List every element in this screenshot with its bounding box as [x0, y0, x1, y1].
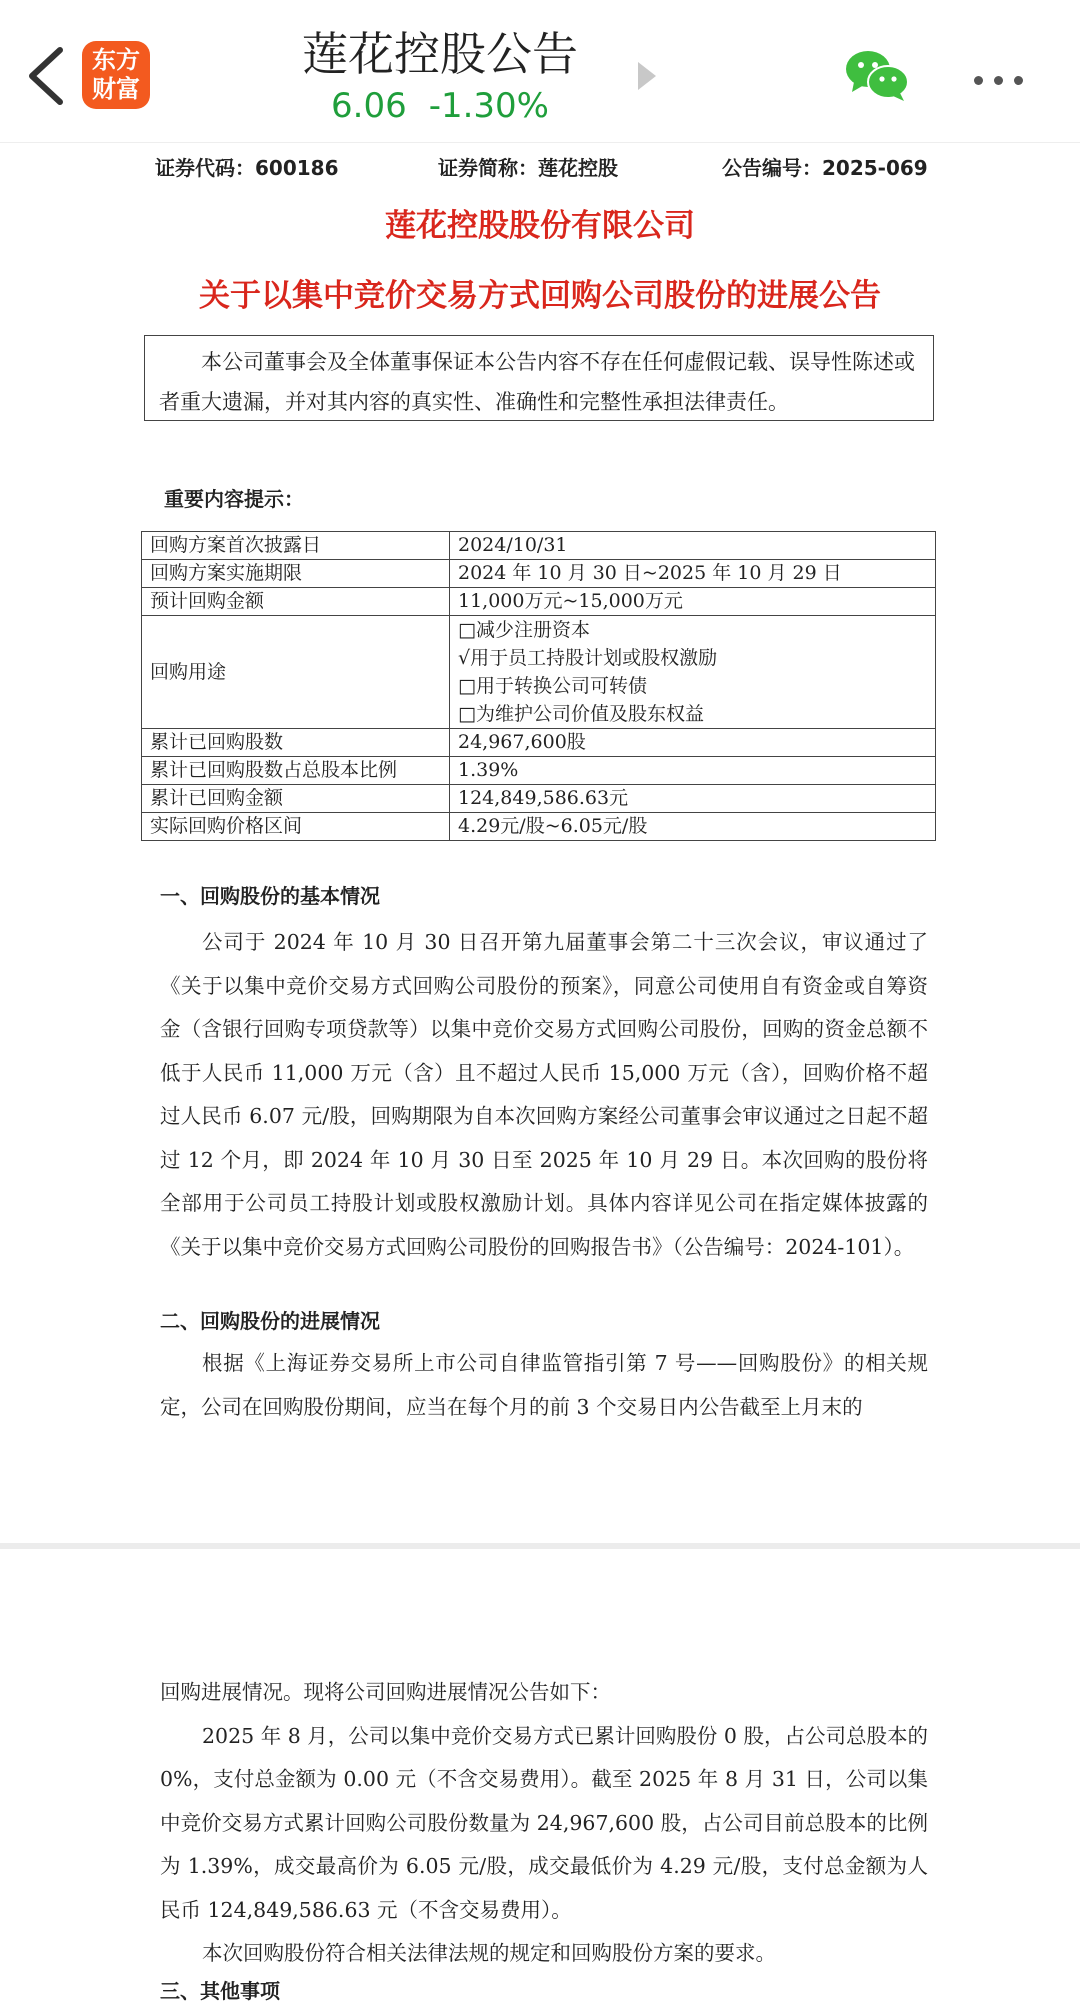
- key-info-table: [141, 531, 936, 841]
- table-cell-value: 2024/10/31: [450, 532, 936, 560]
- purpose-option: □为维护公司价值及股东权益: [458, 703, 704, 725]
- app-logo-line1: 东方: [92, 46, 140, 74]
- section-2-paragraph-continued: 回购进展情况。现将公司回购进展情况公告如下：: [160, 1680, 611, 1704]
- announcement-subject: 关于以集中竞价交易方式回购公司股份的进展公告: [199, 278, 881, 314]
- section-2-paragraph: 根据《上海证券交易所上市公司自律监管指引第 7 号——回购股份》的相关规定，公司在回购股份期间，应当在每个月的前 3 个交易日内公告截至上月末的: [160, 1351, 928, 1419]
- notice-number: 公告编号：2025-069: [722, 156, 928, 180]
- section-2-body-part2: [160, 1671, 928, 1976]
- repurchase-purpose-options: [450, 616, 936, 729]
- table-cell-label: 回购方案首次披露日: [142, 532, 450, 560]
- stock-price: 6.06: [331, 86, 407, 126]
- page-title: 莲花控股公告: [302, 27, 578, 81]
- table-cell-value: 24,967,600股: [450, 729, 936, 757]
- section-3-title: 三、其他事项: [160, 1979, 280, 2003]
- purpose-option: □减少注册资本: [458, 619, 590, 641]
- security-short-name: 证券简称：莲花控股: [438, 156, 618, 180]
- section-2-compliance-paragraph: 本次回购股份符合相关法律法规的规定和回购股份方案的要求。: [202, 1941, 776, 1965]
- board-statement-box: 本公司董事会及全体董事保证本公告内容不存在任何虚假记载、误导性陈述或者重大遗漏，并对其内容的真实性、准确性和完整性承担法律责任。: [144, 335, 934, 421]
- app-logo-line2: 财富: [92, 75, 140, 103]
- table-cell-value: 124,849,586.63元: [450, 785, 936, 813]
- table-row: [142, 785, 936, 813]
- table-cell-label: 累计已回购股数占总股本比例: [142, 757, 450, 785]
- table-cell-value: 2024 年 10 月 30 日~2025 年 10 月 29 日: [450, 560, 936, 588]
- key-content-title: 重要内容提示：: [164, 487, 304, 511]
- section-1-paragraph: 公司于 2024 年 10 月 30 日召开第九届董事会第二十三次会议，审议通过了《关于以集中竞价交易方式回购公司股份的预案》，同意公司使用自有资金或自筹资金（含银行回购专项贷款等）以集中竞价交易方式回购公司股份，回购的资金总额不低于人民币 11,000 万元（含）且不超过人民币 15,000 万元（含），回购价格不超过人民币 6.07 元/股，回购期限为自本次回购方案经公司董事会审议通过之日起不超过 12 个月，即 2024 年 10 月 30 日至 2025 年 10 月 29 日。本次回购的股份将全部用于公司员工持股计划或股权激励计划。具体内容详见公司在指定媒体披露的《关于以集中竞价交易方式回购公司股份的回购报告书》（公告编号：2024-101）。: [160, 930, 928, 1259]
- table-cell-label: 预计回购金额: [142, 588, 450, 616]
- table-row: [142, 560, 936, 588]
- table-row: [142, 813, 936, 841]
- table-cell-value: 1.39%: [450, 757, 936, 785]
- table-cell-label: 实际回购价格区间: [142, 813, 450, 841]
- section-1-body: [160, 921, 928, 1269]
- section-2-progress-paragraph: 2025 年 8 月，公司以集中竞价交易方式已累计回购股份 0 股，占公司总股本的 0%，支付总金额为 0.00 元（不含交易费用）。截至 2025 年 8 月 31 日，公司以集中竞价交易方式累计回购公司股份数量为 24,967,600 股，占公司目前总股本的比例为 1.39%，成交最高价为 6.05 元/股，成交最低价为 4.29 元/股，支付总金额为人民币 124,849,586.63 元（不含交易费用）。: [160, 1723, 928, 1922]
- table-row: [142, 729, 936, 757]
- table-cell-label: 累计已回购股数: [142, 729, 450, 757]
- section-2-title: 二、回购股份的进展情况: [160, 1309, 380, 1333]
- table-cell-label: 回购方案实施期限: [142, 560, 450, 588]
- table-row: [142, 532, 936, 560]
- section-1-title: 一、回购股份的基本情况: [160, 884, 380, 908]
- table-cell-label: 回购用途: [142, 616, 450, 729]
- purpose-option: □用于转换公司可转债: [458, 675, 647, 697]
- stock-change: -1.30%: [428, 86, 549, 126]
- table-row: [142, 616, 936, 729]
- table-cell-value: 11,000万元~15,000万元: [450, 588, 936, 616]
- table-row: [142, 757, 936, 785]
- purpose-option: √用于员工持股计划或股权激励: [458, 647, 718, 669]
- security-code: 证券代码：600186: [155, 156, 339, 180]
- table-cell-label: 累计已回购金额: [142, 785, 450, 813]
- section-2-body-part1: [160, 1342, 928, 1429]
- table-cell-value: 4.29元/股~6.05元/股: [450, 813, 936, 841]
- page-break-divider: [0, 1543, 1080, 1549]
- table-row: [142, 588, 936, 616]
- company-name: 莲花控股股份有限公司: [385, 208, 695, 244]
